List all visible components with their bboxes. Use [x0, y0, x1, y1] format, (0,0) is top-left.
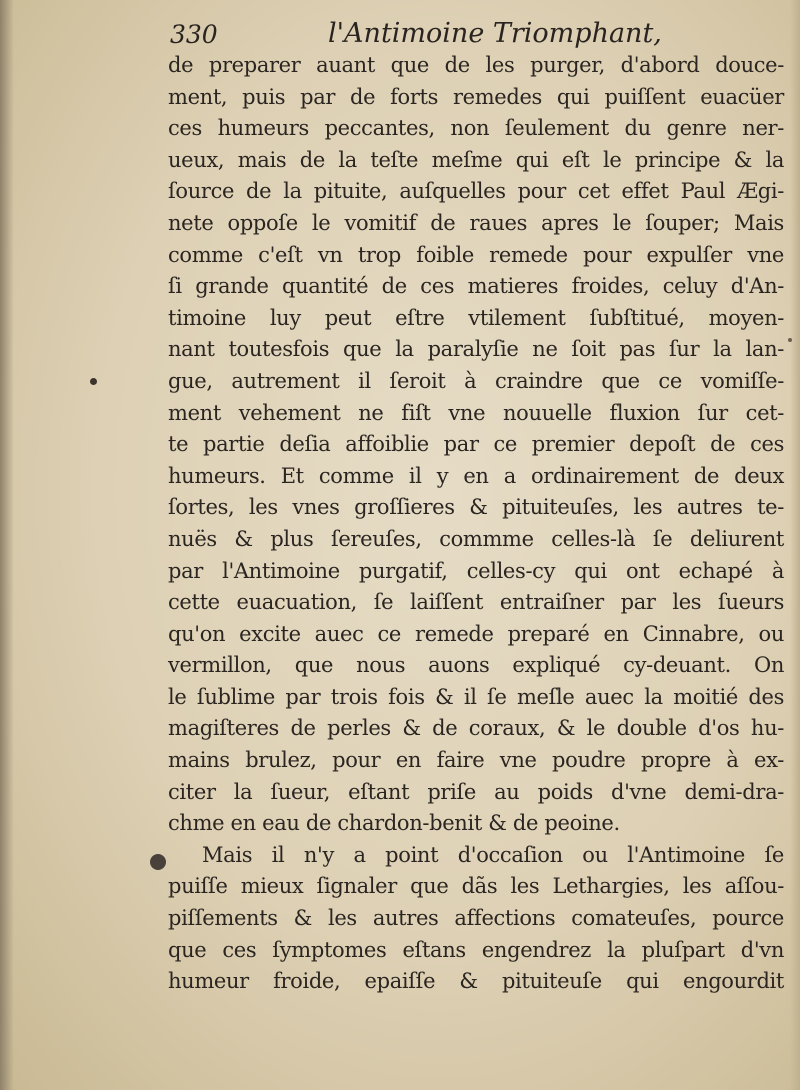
text-line: ueux, mais de la teſte meſme qui eſt le principe & la: [168, 147, 784, 172]
text-line: timoine luy peut eſtre vtilement ſubſtitué, moyen-: [168, 305, 784, 330]
text-line: ces humeurs peccantes, non ſeulement du genre ner-: [168, 116, 784, 141]
binding-shadow: [0, 0, 14, 1090]
running-title: l'Antimoine Triomphant,: [328, 18, 662, 49]
ink-spot: [90, 378, 97, 385]
text-line: magiſteres de perles & de coraux, & le double d'os hu-: [168, 716, 784, 741]
text-line: cette euacuation, ſe laiſſent entraiſner par les ſueurs: [168, 590, 784, 615]
text-line: citer la ſueur, eſtant priſe au poids d'vne demi-dra-: [168, 779, 784, 804]
text-line: de preparer auant que de les purger, d'abord douce-: [168, 53, 784, 77]
text-line: le ſublime par trois fois & il ſe meſle auec la moitié des: [168, 684, 784, 709]
page-edge: [790, 0, 800, 1090]
text-line: nete oppoſe le vomitif de raues apres le ſouper; Mais: [168, 210, 784, 235]
text-line: ſortes, les vnes groſſieres & pituiteuſes, les autres te-: [168, 495, 784, 520]
text-line: ment vehement ne fiſt vne nouuelle fluxion ſur cet-: [168, 400, 784, 425]
page-header: [170, 14, 662, 54]
text-line: nuës & plus ſereuſes, commme celles-là ſe deliurent: [168, 526, 784, 551]
ink-blot: [150, 854, 166, 870]
text-line: qu'on excite auec ce remede preparé en Cinnabre, ou: [168, 621, 784, 646]
text-line: gue, autrement il ſeroit à craindre que ce vomiſſe-: [168, 368, 784, 393]
text-line: nant toutesfois que la paralyſie ne ſoit pas ſur la lan-: [168, 337, 784, 362]
page-number: 330: [170, 20, 218, 49]
text-line: comme c'eſt vn trop foible remede pour expulſer vne: [168, 242, 784, 267]
text-line: ment, puis par de forts remedes qui puiſſent euacüer: [168, 84, 784, 109]
text-line: humeur froide, epaiſſe & pituiteuſe qui engourdit: [168, 969, 784, 994]
text-line: te partie deſia affoiblie par ce premier depoſt de ces: [168, 432, 784, 457]
text-line: chme en eau de chardon-benit & de peoine.: [168, 811, 620, 836]
text-line: ſi grande quantité de ces matieres froides, celuy d'An-: [168, 274, 784, 299]
text-line: par l'Antimoine purgatif, celles-cy qui ont echapé à: [168, 558, 784, 583]
text-line: que ces ſymptomes eſtans engendrez la pluſpart d'vn: [168, 937, 784, 962]
text-line: Mais il n'y a point d'occaſion ou l'Antimoine ſe: [202, 842, 784, 867]
text-line: vermillon, que nous auons expliqué cy-deuant. On: [168, 653, 784, 678]
text-line: puiſſe mieux ſignaler que dãs les Lethargies, les aſſou-: [168, 874, 784, 899]
text-line: ſource de la pituite, auſquelles pour cet effet Paul Ægi-: [168, 179, 784, 204]
text-line: piſſements & les autres affections comateuſes, pource: [168, 906, 784, 931]
body-text: [168, 50, 784, 998]
text-line: humeurs. Et comme il y en a ordinairement de deux: [168, 463, 784, 488]
text-line: mains brulez, pour en faire vne poudre propre à ex-: [168, 748, 784, 773]
ink-speck: [788, 338, 792, 342]
